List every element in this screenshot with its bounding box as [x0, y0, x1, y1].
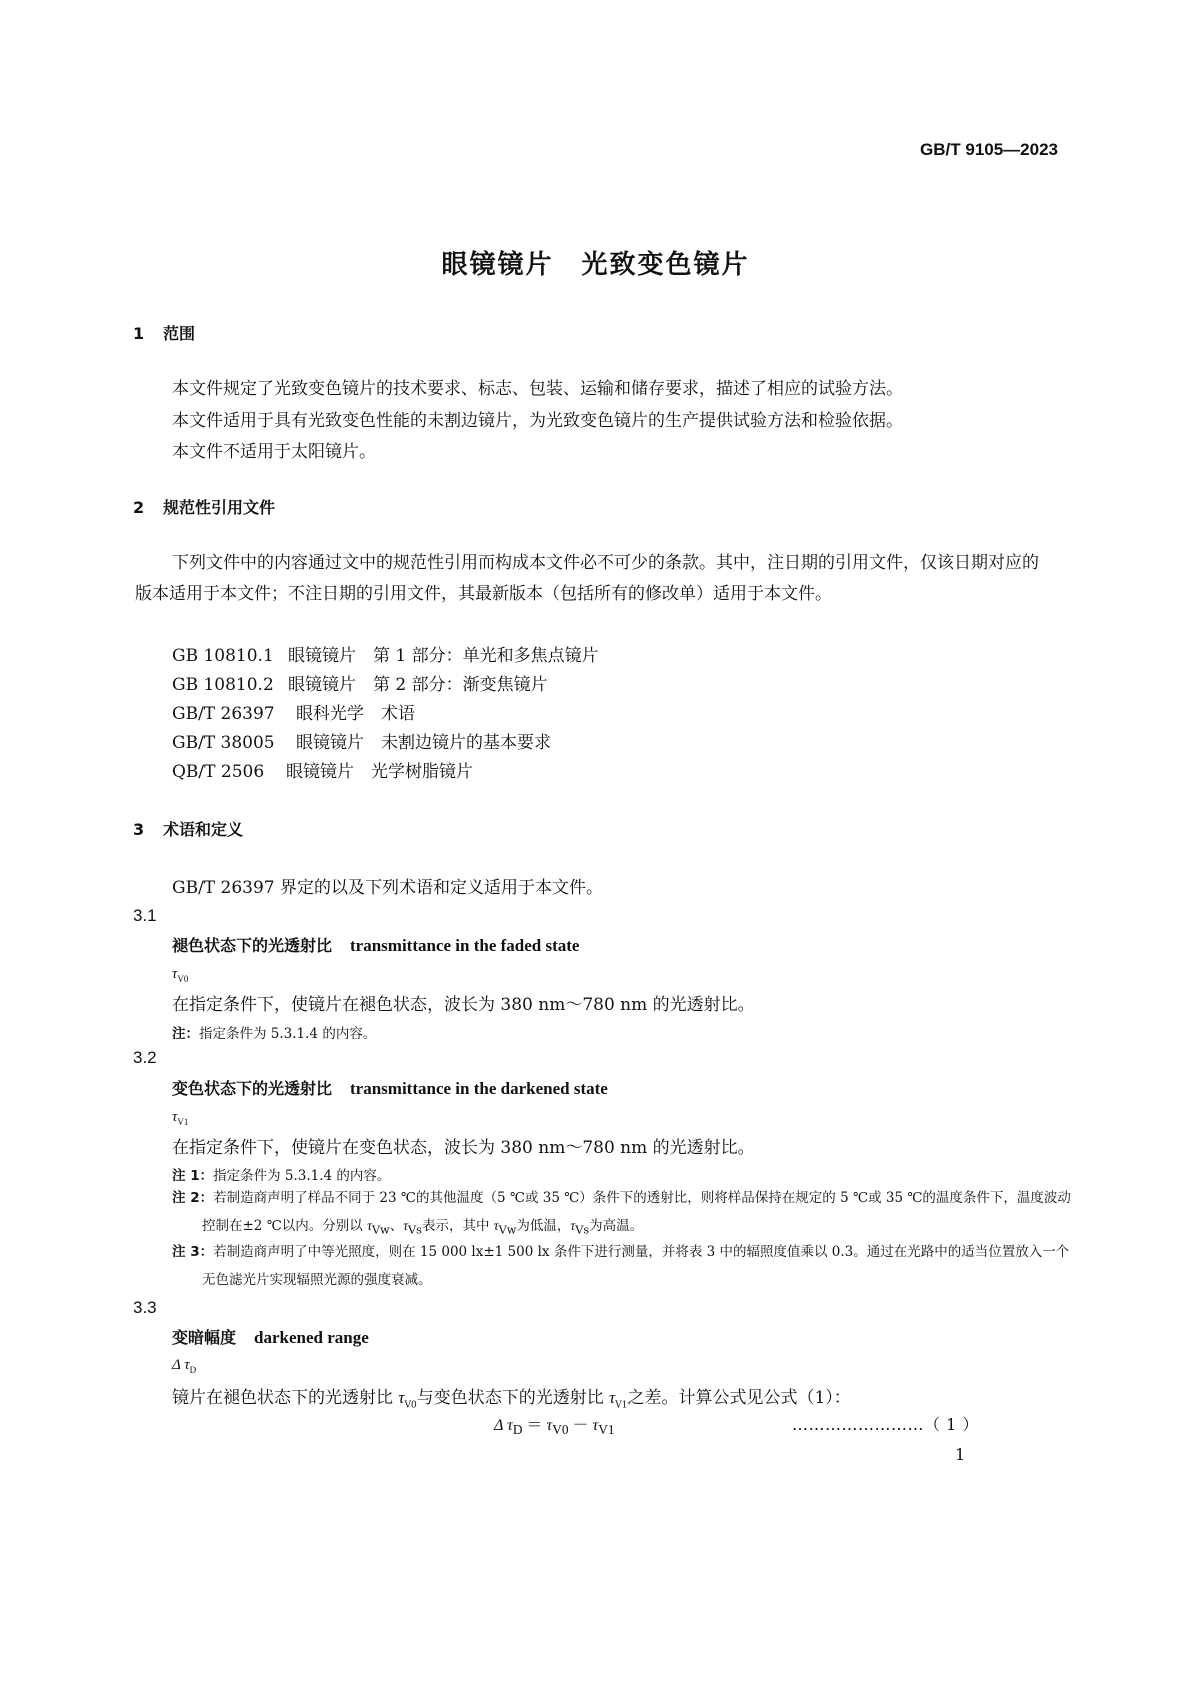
note-text: 指定条件为 5.3.1.4 的内容。 [199, 1026, 377, 1042]
definition-text: 之差。计算公式见公式（1）： [627, 1388, 851, 1408]
note-label: 注 2： [172, 1190, 214, 1206]
symbol-letter: τ [172, 966, 178, 982]
symbol-subscript: V1 [177, 1117, 189, 1127]
term-zh: 褪色状态下的光透射比 [172, 936, 333, 955]
tau-symbol: τ [493, 1218, 499, 1233]
reference-item [172, 641, 599, 666]
symbol-subscript: V1 [598, 1422, 615, 1438]
paragraph: 本文件规定了光致变色镜片的技术要求、标志、包装、运输和储存要求，描述了相应的试验方法。 [172, 379, 903, 399]
note [172, 1238, 1082, 1294]
symbol-letter: τ [172, 1109, 178, 1125]
page-number: 1 [955, 1445, 966, 1464]
term-en: darkened range [254, 1328, 369, 1347]
reference-title: 眼镜镜片 第 2 部分：渐变焦镜片 [288, 675, 548, 695]
document-title: 眼镜镜片 光致变色镜片 [441, 250, 750, 280]
definition [172, 1383, 851, 1410]
paragraph: 本文件不适用于太阳镜片。 [172, 442, 376, 462]
note-label: 注： [172, 1026, 199, 1042]
section-number: 2 [133, 498, 145, 517]
reference-code: GB/T 26397 [172, 704, 275, 724]
tau-symbol: τ [403, 1218, 409, 1233]
note-label: 注 1： [172, 1168, 214, 1184]
term-symbol [172, 966, 188, 984]
section-3-heading [133, 817, 243, 840]
note [172, 1022, 376, 1042]
reference-code: GB/T 38005 [172, 733, 275, 753]
reference-code: GB 10810.2 [172, 675, 274, 695]
note [172, 1184, 1082, 1245]
tau-symbol: τ [570, 1218, 576, 1233]
leader-dots: …………………… [792, 1415, 924, 1434]
section-1-heading [133, 321, 195, 344]
symbol-subscript: V0 [552, 1422, 569, 1438]
note-text: 表示，其中 [421, 1218, 494, 1234]
tau-symbol: τ [592, 1417, 599, 1434]
note-text: 、 [389, 1218, 404, 1234]
symbol-subscript: Vw [371, 1223, 390, 1237]
formula-number: （ 1 ） [924, 1415, 979, 1434]
symbol-letter: Δ τ [172, 1357, 190, 1373]
note-text: 指定条件为 5.3.1.4 的内容。 [213, 1168, 391, 1184]
definition-text: 与变色状态下的光透射比 [416, 1388, 610, 1408]
term-symbol [172, 1109, 188, 1127]
formula-operator: － [568, 1417, 593, 1434]
reference-item [172, 670, 548, 695]
paragraph: 下列文件中的内容通过文中的规范性引用而构成本文件必不可少的条款。其中，注日期的引用文件，仅该日期对应的版本适用于本文件；不注日期的引用文件，其最新版本（包括所有的修改单）适用于本文件。 [135, 553, 1039, 604]
symbol-subscript: Vw [498, 1223, 517, 1237]
section-title: 范围 [163, 324, 196, 343]
term-heading [172, 1076, 608, 1099]
term-heading [172, 933, 579, 956]
note-label: 注 3： [172, 1244, 214, 1260]
tau-symbol: τ [546, 1417, 553, 1434]
clause-number: 3.2 [133, 1048, 157, 1067]
note [172, 1164, 390, 1184]
formula [494, 1412, 615, 1438]
note-text: 为低温， [516, 1218, 571, 1234]
reference-title: 眼科光学 术语 [296, 704, 415, 724]
tau-symbol: τ [609, 1388, 616, 1407]
note-text: 若制造商声明了中等光照度，则在 15 000 lx±1 500 lx 条件下进行测量，并将表 3 中的辐照度值乘以 0.3。通过在光路中的适当位置放入一个无色滤光片实现辐照光源的强度衰减。 [202, 1244, 1070, 1288]
term-zh: 变暗幅度 [172, 1328, 237, 1347]
reference-item [172, 699, 415, 724]
term-symbol [172, 1357, 196, 1375]
formula-leader [792, 1412, 979, 1435]
symbol-subscript: D [512, 1422, 523, 1438]
reference-item [172, 728, 551, 753]
term-zh: 变色状态下的光透射比 [172, 1079, 333, 1098]
reference-title: 眼镜镜片 未割边镜片的基本要求 [296, 733, 551, 753]
section-number: 3 [133, 820, 145, 839]
formula-operator: ＝ [522, 1417, 547, 1434]
formula-lhs: Δ τ [494, 1417, 513, 1434]
clause-number: 3.1 [133, 906, 157, 925]
reference-code: GB 10810.1 [172, 646, 274, 666]
paragraph: GB/T 26397 界定的以及下列术语和定义适用于本文件。 [172, 878, 604, 898]
note-text: 若制造商声明了样品不同于 23 ℃的其他温度（5 ℃或 35 ℃）条件下的透射比，则将样品保持在规定的 5 ℃或 35 ℃的温度条件下，温度波动控制在±2 ℃以内。分别以 [202, 1190, 1071, 1234]
symbol-subscript: V1 [615, 1400, 628, 1411]
note-text: 为高温。 [589, 1218, 644, 1234]
tau-symbol: τ [367, 1218, 372, 1233]
symbol-subscript: D [189, 1365, 197, 1375]
section-title: 规范性引用文件 [163, 498, 276, 517]
definition: 在指定条件下，使镜片在褪色状态，波长为 380 nm～780 nm 的光透射比。 [172, 995, 755, 1015]
term-en: transmittance in the faded state [350, 936, 580, 955]
reference-code: QB/T 2506 [172, 762, 265, 782]
definition: 在指定条件下，使镜片在变色状态，波长为 380 nm～780 nm 的光透射比。 [172, 1138, 755, 1158]
tau-symbol: τ [398, 1388, 405, 1407]
clause-number: 3.3 [133, 1298, 157, 1317]
section-title: 术语和定义 [163, 820, 244, 839]
paragraph: 本文件适用于具有光致变色性能的未割边镜片，为光致变色镜片的生产提供试验方法和检验依据。 [172, 411, 903, 431]
symbol-subscript: Vs [408, 1223, 422, 1237]
section-2-heading [133, 495, 275, 518]
reference-title: 眼镜镜片 光学树脂镜片 [286, 762, 473, 782]
symbol-subscript: V0 [177, 974, 189, 984]
reference-title: 眼镜镜片 第 1 部分：单光和多焦点镜片 [288, 646, 599, 666]
definition-text: 镜片在褪色状态下的光透射比 [172, 1388, 399, 1408]
section-number: 1 [133, 324, 145, 343]
standard-number: GB/T 9105—2023 [920, 140, 1058, 159]
term-en: transmittance in the darkened state [350, 1079, 608, 1098]
symbol-subscript: Vs [575, 1223, 590, 1237]
symbol-subscript: V0 [404, 1400, 417, 1411]
reference-item [172, 757, 473, 782]
term-heading [172, 1325, 369, 1348]
